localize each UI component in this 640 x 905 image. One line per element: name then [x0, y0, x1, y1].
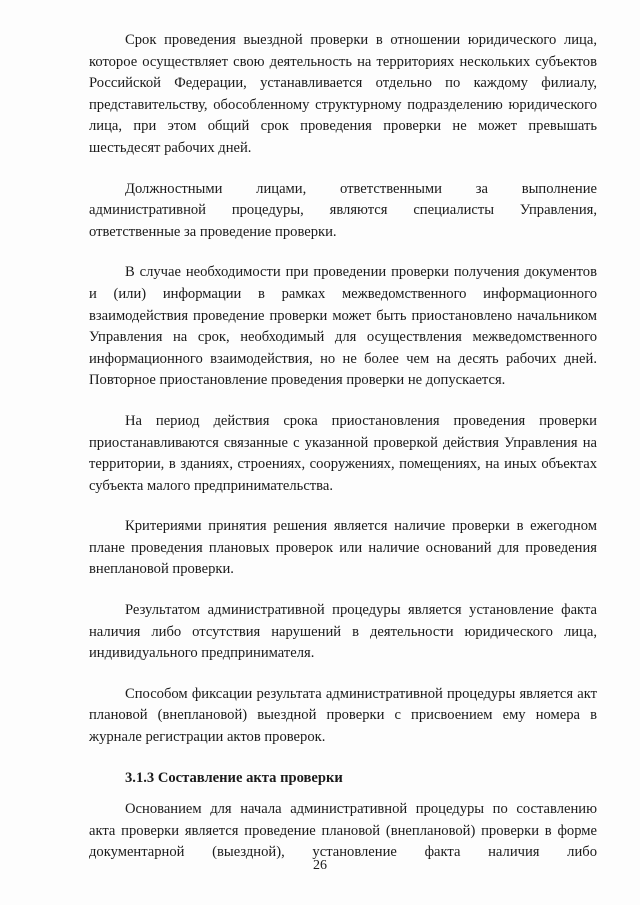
paragraph-responsible-officials: Должностными лицами, ответственными за выполнение административной процедуры, являются специалисты Управления, ответственные за проведение проверки. — [89, 180, 597, 240]
page-content — [89, 30, 597, 864]
section-heading: 3.1.3 Составление акта проверки — [125, 769, 343, 786]
paragraph-suspension: В случае необходимости при проведении проверки получения документов и (или) информации в рамках межведомственного информационного взаимодействия проведение проверки может быть приостановлено начальником Управления на срок, необходимый для осуществления межведомственного информационного взаимодействия, но не более чем на десять рабочих дней. Повторное приостановление проведения проверки не допускается. — [89, 264, 597, 389]
paragraph-suspension-period: На период действия срока приостановления проведения проверки приостанавливаются связанные с указанной проверкой действия Управления на территории, в зданиях, строениях, сооружениях, помещениях, на иных объектах субъекта малого предпринимательства. — [89, 412, 597, 494]
paragraph-result: Результатом административной процедуры является установление факта наличия либо отсутствия нарушений в деятельности юридического лица, индивидуального предпринимателя. — [89, 602, 597, 662]
paragraph-decision-criteria: Критериями принятия решения является наличие проверки в ежегодном плане проведения плановых проверок или наличие оснований для проведения внеплановой проверки. — [89, 518, 597, 578]
paragraph-inspection-duration: Срок проведения выездной проверки в отношении юридического лица, которое осуществляет свою деятельность на территориях нескольких субъектов Российской Федерации, устанавливается отдельно по каждому филиалу, представительству, обособленному структурному подразделению юридического лица, при этом общий срок проведения проверки не может превышать шестьдесят рабочих дней. — [89, 32, 597, 156]
page-number: 26 — [313, 858, 327, 873]
paragraph-act-basis: Основанием для начала административной процедуры по составлению акта проверки является проведение плановой (внеплановой) проверки в форме документарной (выездной), установление факта наличия либо — [89, 801, 597, 861]
paragraph-result-recording: Способом фиксации результата административной процедуры является акт плановой (внеплановой) выездной проверки с присвоением ему номера в журнале регистрации актов проверок. — [89, 685, 597, 746]
